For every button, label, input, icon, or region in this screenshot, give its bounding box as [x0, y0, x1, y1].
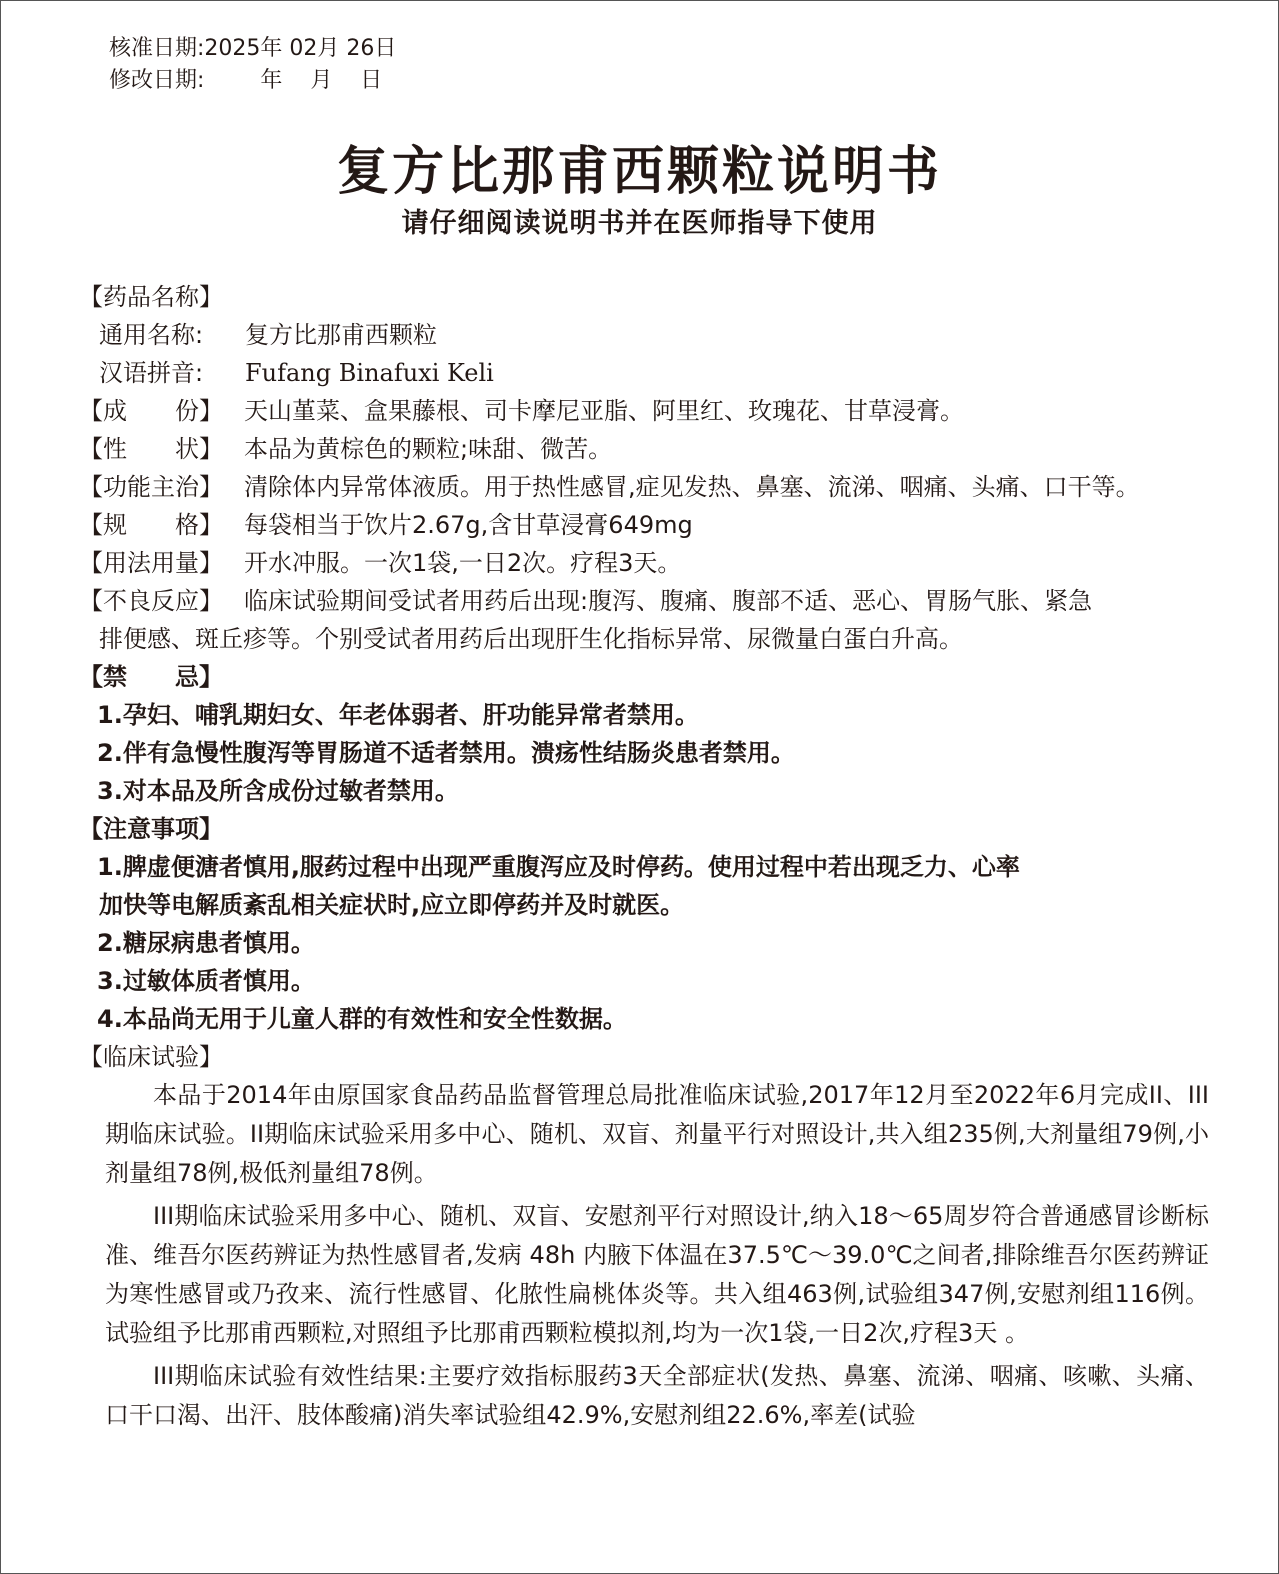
adverse-heading: 【不良反应】 — [79, 587, 223, 615]
pinyin-row — [79, 354, 1219, 392]
precaution-item: 2.糖尿病患者慎用。 — [97, 929, 315, 957]
specification-heading: 【规 格】 — [79, 511, 223, 539]
date-block — [109, 33, 396, 97]
dosage-text: 开水冲服。一次1袋,一日2次。疗程3天。 — [244, 549, 682, 577]
clinical-paragraph: III期临床试验采用多中心、随机、双盲、安慰剂平行对照设计,纳入18～65周岁符合普通感冒诊断标准、维吾尔医药辨证为热性感冒者,发病 48h 内腋下体温在37.5℃～39.0℃之间者,排除维吾尔医药辨证为寒性感冒或乃孜来、流行性感冒、化脓性扁桃体炎等。共入组463例,试验组347例,安慰剂组116例。试验组予比那甫西颗粒,对照组予比那甫西颗粒模拟剂,均为一次1袋,一日2次,疗程3天 。 — [105, 1202, 1209, 1347]
pinyin-value: Fufang Binafuxi Keli — [245, 359, 494, 387]
section-character — [79, 430, 1219, 468]
section-drug-name-heading: 【药品名称】 — [79, 283, 223, 311]
dosage-heading: 【用法用量】 — [79, 549, 223, 577]
precaution-item-line2: 加快等电解质紊乱相关症状时,应立即停药并及时就医。 — [99, 891, 685, 919]
clinical-body — [79, 1076, 1219, 1435]
precaution-item-line1: 1.脾虚便溏者慎用,服药过程中出现严重腹泻应及时停药。使用过程中若出现乏力、心率 — [97, 853, 1020, 881]
contraindication-item: 3.对本品及所含成份过敏者禁用。 — [97, 777, 459, 805]
precaution-item: 4.本品尚无用于儿童人群的有效性和安全性数据。 — [97, 1005, 627, 1033]
contraindication-item: 1.孕妇、哺乳期妇女、年老体弱者、肝功能异常者禁用。 — [97, 701, 699, 729]
ingredients-text: 天山堇菜、盒果藤根、司卡摩尼亚脂、阿里红、玫瑰花、甘草浸膏。 — [244, 397, 964, 425]
approval-date: 核准日期:2025年 02月 26日 — [109, 36, 397, 61]
section-adverse — [79, 582, 1219, 620]
document-subtitle: 请仔细阅读说明书并在医师指导下使用 — [401, 208, 878, 239]
generic-name-label: 通用名称: — [99, 321, 204, 349]
generic-name-value: 复方比那甫西颗粒 — [245, 321, 437, 349]
generic-name-row — [79, 316, 1219, 354]
section-indications — [79, 468, 1219, 506]
character-heading: 【性 状】 — [79, 435, 223, 463]
document-title: 复方比那甫西颗粒说明书 — [336, 142, 942, 202]
section-ingredients — [79, 392, 1219, 430]
indications-text: 清除体内异常体液质。用于热性感冒,症见发热、鼻塞、流涕、咽痛、头痛、口干等。 — [244, 473, 1140, 501]
leaflet-body — [79, 278, 1219, 1435]
pinyin-label: 汉语拼音: — [99, 359, 204, 387]
precautions-heading: 【注意事项】 — [79, 815, 223, 843]
adverse-text-line2: 排便感、斑丘疹等。个别受试者用药后出现肝生化指标异常、尿微量白蛋白升高。 — [99, 625, 963, 653]
precaution-item: 3.过敏体质者慎用。 — [97, 967, 315, 995]
character-text: 本品为黄棕色的颗粒;味甜、微苦。 — [244, 435, 613, 463]
adverse-text-line1: 临床试验期间受试者用药后出现:腹泻、腹痛、腹部不适、恶心、胃肠气胀、紧急 — [244, 587, 1093, 615]
specification-text: 每袋相当于饮片2.67g,含甘草浸膏649mg — [244, 511, 693, 539]
contraindication-item: 2.伴有急慢性腹泻等胃肠道不适者禁用。溃疡性结肠炎患者禁用。 — [97, 739, 795, 767]
revision-date: 修改日期: 年 月 日 — [109, 68, 383, 93]
clinical-heading: 【临床试验】 — [79, 1043, 223, 1071]
clinical-paragraph: III期临床试验有效性结果:主要疗效指标服药3天全部症状(发热、鼻塞、流涕、咽痛、咳嗽、头痛、口干口渴、出汗、肢体酸痛)消失率试验组42.9%,安慰剂组22.6%,率差(试验 — [105, 1362, 1209, 1429]
ingredients-heading: 【成 份】 — [79, 397, 223, 425]
section-dosage — [79, 544, 1219, 582]
contraindications-heading: 【禁 忌】 — [79, 663, 223, 691]
section-specification — [79, 506, 1219, 544]
indications-heading: 【功能主治】 — [79, 473, 223, 501]
clinical-paragraph: 本品于2014年由原国家食品药品监督管理总局批准临床试验,2017年12月至2022年6月完成II、III期临床试验。II期临床试验采用多中心、随机、双盲、剂量平行对照设计,共入组235例,大剂量组79例,小剂量组78例,极低剂量组78例。 — [105, 1081, 1209, 1187]
